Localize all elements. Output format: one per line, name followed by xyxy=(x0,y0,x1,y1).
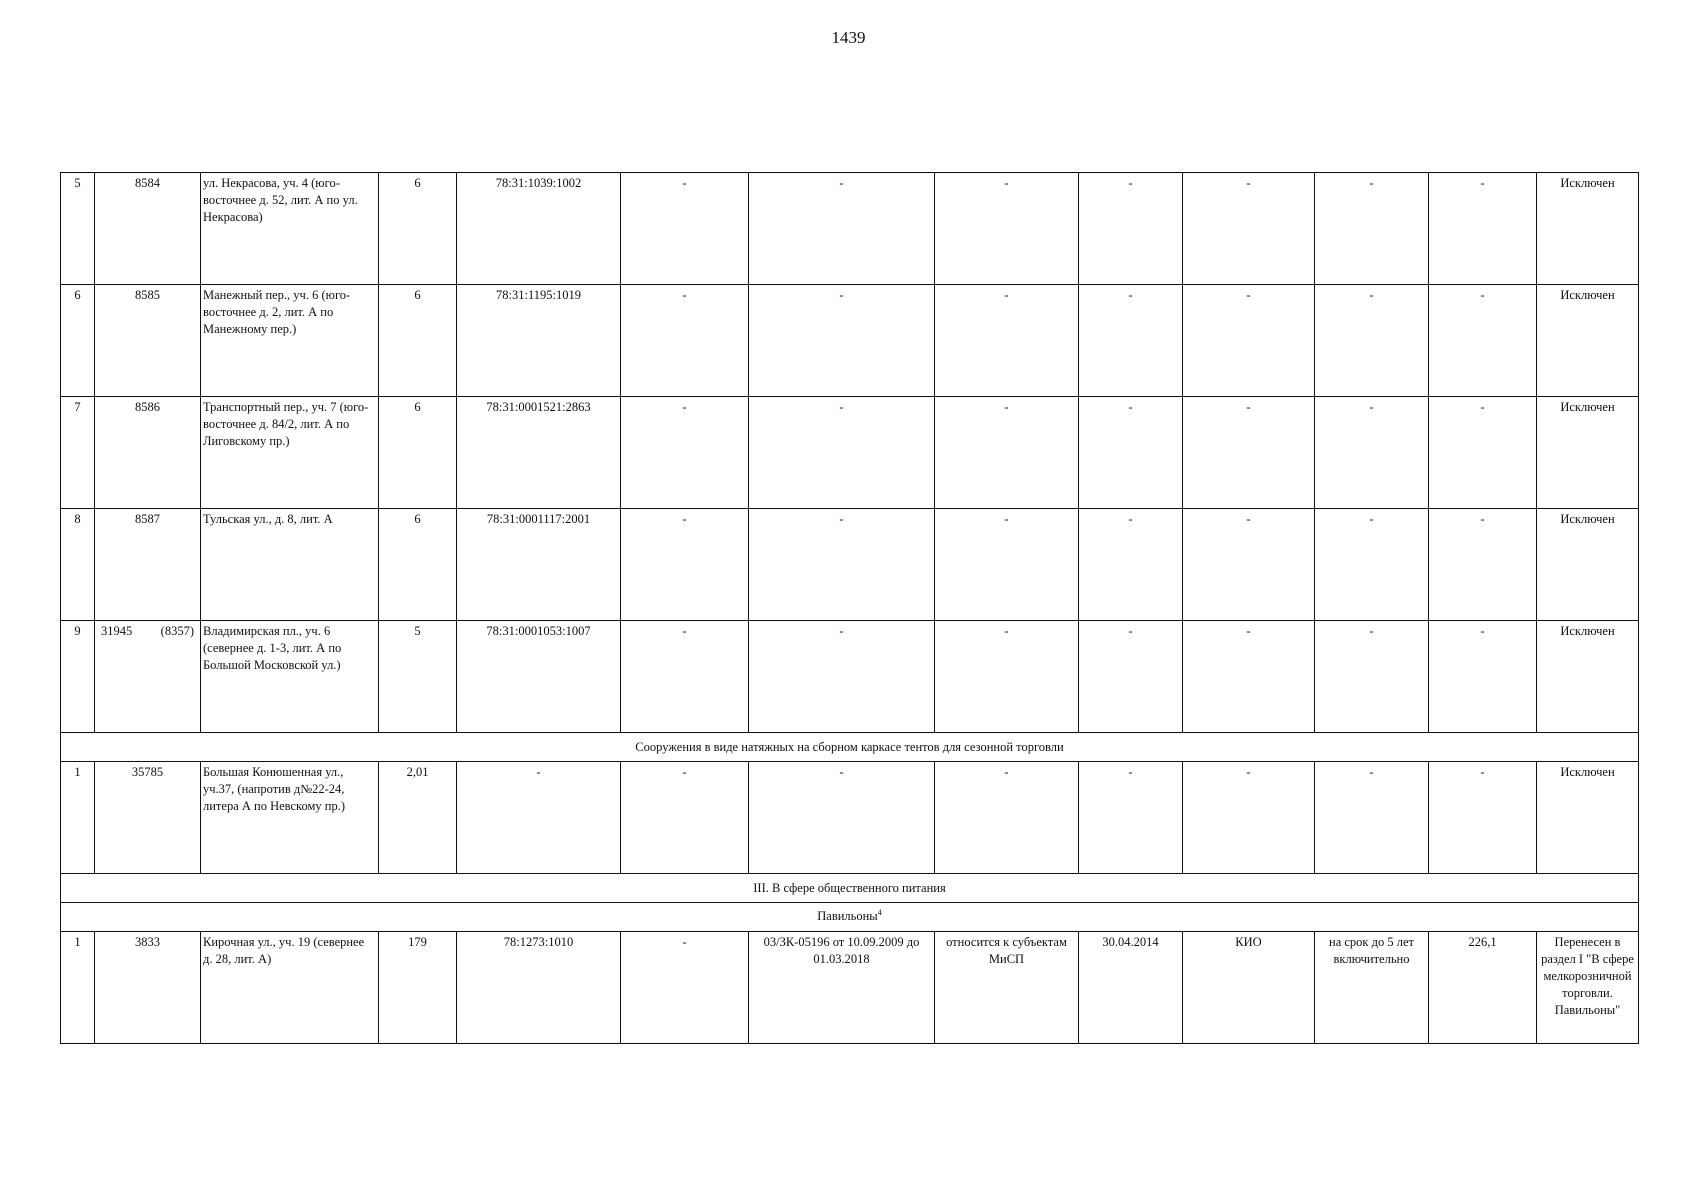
table-row xyxy=(61,173,1639,285)
cell-id: 8587 xyxy=(95,509,201,621)
table-row xyxy=(61,509,1639,621)
cell-status: Исключен xyxy=(1537,762,1639,874)
cell-status: Исключен xyxy=(1537,285,1639,397)
cell-cadastre: 78:31:1039:1002 xyxy=(457,173,621,285)
cell-id: 8586 xyxy=(95,397,201,509)
cell-c10: - xyxy=(1183,762,1315,874)
cell-c12: 226,1 xyxy=(1429,932,1537,1044)
cell-area: 6 xyxy=(379,285,457,397)
cell-cadastre: 78:31:0001053:1007 xyxy=(457,621,621,733)
cell-n: 6 xyxy=(61,285,95,397)
cell-c12: - xyxy=(1429,621,1537,733)
cell-cadastre: - xyxy=(457,762,621,874)
cell-c10: - xyxy=(1183,621,1315,733)
cell-c8: - xyxy=(935,621,1079,733)
cell-c10: - xyxy=(1183,397,1315,509)
cell-c6: - xyxy=(621,173,749,285)
cell-c8: - xyxy=(935,397,1079,509)
footnote-marker: 4 xyxy=(877,908,882,918)
cell-status: Исключен xyxy=(1537,173,1639,285)
cell-area: 179 xyxy=(379,932,457,1044)
cell-area: 6 xyxy=(379,509,457,621)
cell-c9: - xyxy=(1079,285,1183,397)
cell-c8: - xyxy=(935,285,1079,397)
cell-c12: - xyxy=(1429,762,1537,874)
cell-address: Манежный пер., уч. 6 (юго-восточнее д. 2, лит. А по Манежному пер.) xyxy=(201,285,379,397)
section-title-catering: III. В сфере общественного питания xyxy=(61,874,1639,903)
cell-c7: - xyxy=(749,509,935,621)
cell-status: Исключен xyxy=(1537,621,1639,733)
cell-address: Владимирская пл., уч. 6 (севернее д. 1-3, лит. А по Большой Московской ул.) xyxy=(201,621,379,733)
cell-c9: - xyxy=(1079,173,1183,285)
cell-c9: - xyxy=(1079,621,1183,733)
cell-c8: - xyxy=(935,173,1079,285)
table-row xyxy=(61,762,1639,874)
cell-n: 9 xyxy=(61,621,95,733)
cell-c11: - xyxy=(1315,285,1429,397)
page-number: 1439 xyxy=(831,28,866,47)
cell-id-secondary: (8357) xyxy=(160,624,194,638)
cell-address: Тульская ул., д. 8, лит. А xyxy=(201,509,379,621)
cell-c11: - xyxy=(1315,173,1429,285)
cell-c10: - xyxy=(1183,173,1315,285)
section-row-catering xyxy=(61,874,1639,903)
cell-c9: - xyxy=(1079,397,1183,509)
cell-c10: - xyxy=(1183,509,1315,621)
cell-id: 8584 xyxy=(95,173,201,285)
cell-address: Большая Конюшенная ул., уч.37, (напротив д№22-24, литера А по Невскому пр.) xyxy=(201,762,379,874)
section-row-pavilions xyxy=(61,903,1639,932)
section-title-tents: Сооружения в виде натяжных на сборном каркасе тентов для сезонной торговли xyxy=(61,733,1639,762)
table-row xyxy=(61,285,1639,397)
cell-id: 35785 xyxy=(95,762,201,874)
section-row-tents xyxy=(61,733,1639,762)
cell-c7: 03/ЗК-05196 от 10.09.2009 до 01.03.2018 xyxy=(749,932,935,1044)
cell-c7: - xyxy=(749,762,935,874)
cell-n: 1 xyxy=(61,932,95,1044)
cell-status: Исключен xyxy=(1537,509,1639,621)
cell-c12: - xyxy=(1429,397,1537,509)
cell-c6: - xyxy=(621,762,749,874)
cell-cadastre: 78:31:0001117:2001 xyxy=(457,509,621,621)
cell-c6: - xyxy=(621,285,749,397)
cell-c11: - xyxy=(1315,397,1429,509)
cell-n: 5 xyxy=(61,173,95,285)
cell-c6: - xyxy=(621,621,749,733)
cell-id-primary: 31945 xyxy=(101,624,133,638)
cell-c7: - xyxy=(749,285,935,397)
cell-cadastre: 78:31:1195:1019 xyxy=(457,285,621,397)
cell-c6: - xyxy=(621,397,749,509)
cell-c11: на срок до 5 лет включительно xyxy=(1315,932,1429,1044)
cell-cadastre: 78:31:0001521:2863 xyxy=(457,397,621,509)
cell-c9: - xyxy=(1079,762,1183,874)
cell-cadastre: 78:1273:1010 xyxy=(457,932,621,1044)
cell-status: Исключен xyxy=(1537,397,1639,509)
cell-area: 5 xyxy=(379,621,457,733)
cell-c6: - xyxy=(621,509,749,621)
cell-c9: - xyxy=(1079,509,1183,621)
cell-c12: - xyxy=(1429,509,1537,621)
cell-c7: - xyxy=(749,621,935,733)
table-row xyxy=(61,397,1639,509)
cell-c7: - xyxy=(749,173,935,285)
cell-c11: - xyxy=(1315,762,1429,874)
cell-address: ул. Некрасова, уч. 4 (юго-восточнее д. 52, лит. А по ул. Некрасова) xyxy=(201,173,379,285)
table-row xyxy=(61,621,1639,733)
cell-n: 8 xyxy=(61,509,95,621)
section-pavilions-label: Павильоны xyxy=(817,909,878,924)
cell-c6: - xyxy=(621,932,749,1044)
cell-c10: КИО xyxy=(1183,932,1315,1044)
cell-area: 6 xyxy=(379,397,457,509)
cell-c12: - xyxy=(1429,173,1537,285)
cell-address: Кирочная ул., уч. 19 (севернее д. 28, лит. А) xyxy=(201,932,379,1044)
cell-c8: относится к субъектам МиСП xyxy=(935,932,1079,1044)
cell-c11: - xyxy=(1315,621,1429,733)
cell-address: Транспортный пер., уч. 7 (юго-восточнее д. 84/2, лит. А по Лиговскому пр.) xyxy=(201,397,379,509)
registry-table xyxy=(60,172,1639,1044)
cell-n: 7 xyxy=(61,397,95,509)
cell-area: 6 xyxy=(379,173,457,285)
table-row xyxy=(61,932,1639,1044)
cell-n: 1 xyxy=(61,762,95,874)
cell-c8: - xyxy=(935,509,1079,621)
cell-c10: - xyxy=(1183,285,1315,397)
cell-c9: 30.04.2014 xyxy=(1079,932,1183,1044)
cell-id: 3833 xyxy=(95,932,201,1044)
cell-id: 8585 xyxy=(95,285,201,397)
cell-id xyxy=(95,621,201,733)
cell-c11: - xyxy=(1315,509,1429,621)
cell-c12: - xyxy=(1429,285,1537,397)
cell-status: Перенесен в раздел I "В сфере мелкорозничной торговли. Павильоны" xyxy=(1537,932,1639,1044)
cell-c7: - xyxy=(749,397,935,509)
section-title-pavilions xyxy=(61,903,1639,932)
cell-c8: - xyxy=(935,762,1079,874)
cell-area: 2,01 xyxy=(379,762,457,874)
